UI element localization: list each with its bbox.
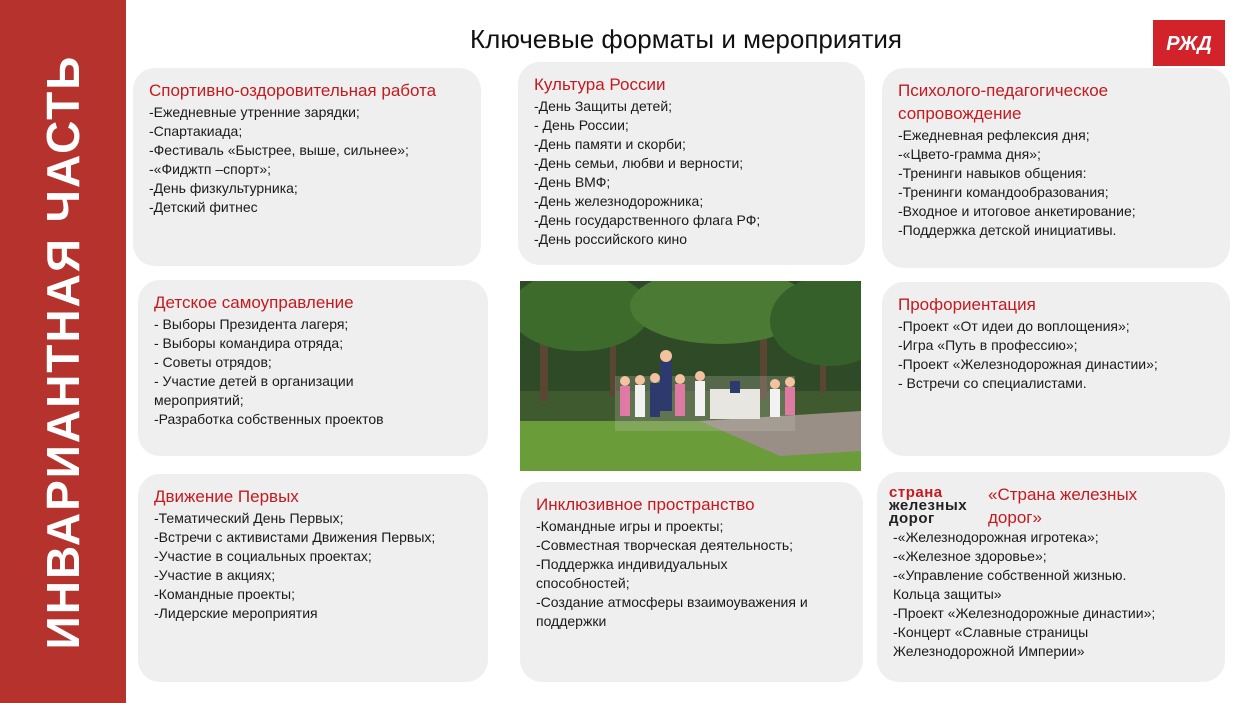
card-title: Культура России xyxy=(534,75,666,94)
list-item: -День памяти и скорби; xyxy=(534,136,686,152)
list-item: - День России; xyxy=(534,117,629,133)
list-item: мероприятий; xyxy=(154,392,244,408)
list-item: -Спартакиада; xyxy=(149,123,243,139)
card-railways xyxy=(877,472,1225,682)
list-item: - Советы отрядов; xyxy=(154,354,272,370)
rzd-logo-icon xyxy=(1159,27,1219,59)
list-item: -Проект «Железнодорожная династии»; xyxy=(898,356,1158,372)
card-list xyxy=(534,97,849,249)
page-title: Ключевые форматы и мероприятия xyxy=(470,24,902,54)
list-item: -«Управление собственной жизнью. xyxy=(893,567,1127,583)
card-inclusive xyxy=(520,482,863,682)
card-list xyxy=(893,528,1209,661)
list-item: -Встречи с активистами Движения Первых; xyxy=(154,529,436,545)
card-list xyxy=(898,126,1214,240)
list-item: -Командные игры и проекты; xyxy=(536,518,724,534)
list-item: -День железнодорожника; xyxy=(534,193,704,209)
list-item: -День физкультурника; xyxy=(149,180,298,196)
card-title-line1: «Страна железных xyxy=(988,485,1138,504)
list-item: - Выборы командира отряда; xyxy=(154,335,344,351)
list-item: -Создание атмосферы взаимоуважения и xyxy=(536,594,808,610)
list-item: -Тренинги навыков общения: xyxy=(898,165,1087,181)
list-item: -Ежедневная рефлексия дня; xyxy=(898,127,1090,143)
logo-text: РЖД xyxy=(1166,33,1212,55)
card-title-line2: дорог» xyxy=(988,508,1042,527)
list-item: -Проект «Железнодорожные династии»; xyxy=(893,605,1156,621)
card-sport xyxy=(133,68,481,266)
logo-line: дорог xyxy=(889,510,935,527)
list-item: -Входное и итоговое анкетирование; xyxy=(898,203,1136,219)
list-item: Железнодорожной Империи» xyxy=(893,643,1085,659)
card-title-line1: Психолого-педагогическое xyxy=(898,81,1109,100)
sidebar-band xyxy=(0,0,126,703)
card-career xyxy=(882,282,1230,456)
logo-line: страна xyxy=(889,484,943,501)
card-psych xyxy=(882,68,1230,268)
list-item: -Тематический День Первых; xyxy=(154,510,344,526)
list-item: -«Фиджтп –спорт»; xyxy=(149,161,272,177)
list-item: -Детский фитнес xyxy=(149,199,258,215)
list-item: -Разработка собственных проектов xyxy=(154,411,384,427)
list-item: -Игра «Путь в профессию»; xyxy=(898,337,1078,353)
card-list xyxy=(149,103,465,217)
card-title: Инклюзивное пространство xyxy=(536,495,755,514)
list-item: -Ежедневные утренние зарядки; xyxy=(149,104,360,120)
list-item: -Совместная творческая деятельность; xyxy=(536,537,794,553)
card-list xyxy=(154,509,472,623)
card-list xyxy=(898,317,1214,393)
list-item: -Командные проекты; xyxy=(154,586,295,602)
list-item: способностей; xyxy=(536,575,630,591)
card-title: Профориентация xyxy=(898,295,1036,314)
rzd-logo xyxy=(1153,20,1225,66)
list-item: -День государственного флага РФ; xyxy=(534,212,761,228)
list-item: -Участие в социальных проектах; xyxy=(154,548,372,564)
list-item: - Встречи со специалистами. xyxy=(898,375,1087,391)
list-item: -«Цвето-грамма дня»; xyxy=(898,146,1041,162)
list-item: -Проект «От идеи до воплощения»; xyxy=(898,318,1130,334)
list-item: -Концерт «Славные страницы xyxy=(893,624,1089,640)
card-title: Движение Первых xyxy=(154,487,299,506)
list-item: -День российского кино xyxy=(534,231,688,247)
list-item: -Тренинги командообразования; xyxy=(898,184,1109,200)
camp-photo xyxy=(520,281,861,471)
logo-line: железных xyxy=(889,497,968,514)
card-list xyxy=(536,517,847,631)
card-culture xyxy=(518,62,865,265)
list-item: -Лидерские мероприятия xyxy=(154,605,318,621)
card-title: Детское самоуправление xyxy=(154,293,354,312)
card-movement xyxy=(138,474,488,682)
list-item: - Участие детей в организации xyxy=(154,373,354,389)
list-item: -Фестиваль «Быстрее, выше, сильнее»; xyxy=(149,142,409,158)
list-item: -Участие в акциях; xyxy=(154,567,276,583)
list-item: поддержки xyxy=(536,613,607,629)
camp-photo-image xyxy=(520,281,861,471)
list-item: -«Железное здоровье»; xyxy=(893,548,1047,564)
card-list xyxy=(154,315,472,429)
list-item: -«Железнодорожная игротека»; xyxy=(893,529,1099,545)
card-title-line2: сопровождение xyxy=(898,104,1022,123)
list-item: -День Защиты детей; xyxy=(534,98,673,114)
card-title: Спортивно-оздоровительная работа xyxy=(149,81,437,100)
card-self-government xyxy=(138,280,488,456)
sidebar-label: ИНВАРИАНТНАЯ ЧАСТЬ xyxy=(37,54,89,650)
list-item: -День семьи, любви и верности; xyxy=(534,155,744,171)
list-item: -Поддержка детской инициативы. xyxy=(898,222,1117,238)
list-item: - Выборы Президента лагеря; xyxy=(154,316,349,332)
list-item: -Поддержка индивидуальных xyxy=(536,556,728,572)
strana-zheleznyh-dorog-logo xyxy=(889,486,981,525)
list-item: Кольца защиты» xyxy=(893,586,1002,602)
list-item: -День ВМФ; xyxy=(534,174,611,190)
